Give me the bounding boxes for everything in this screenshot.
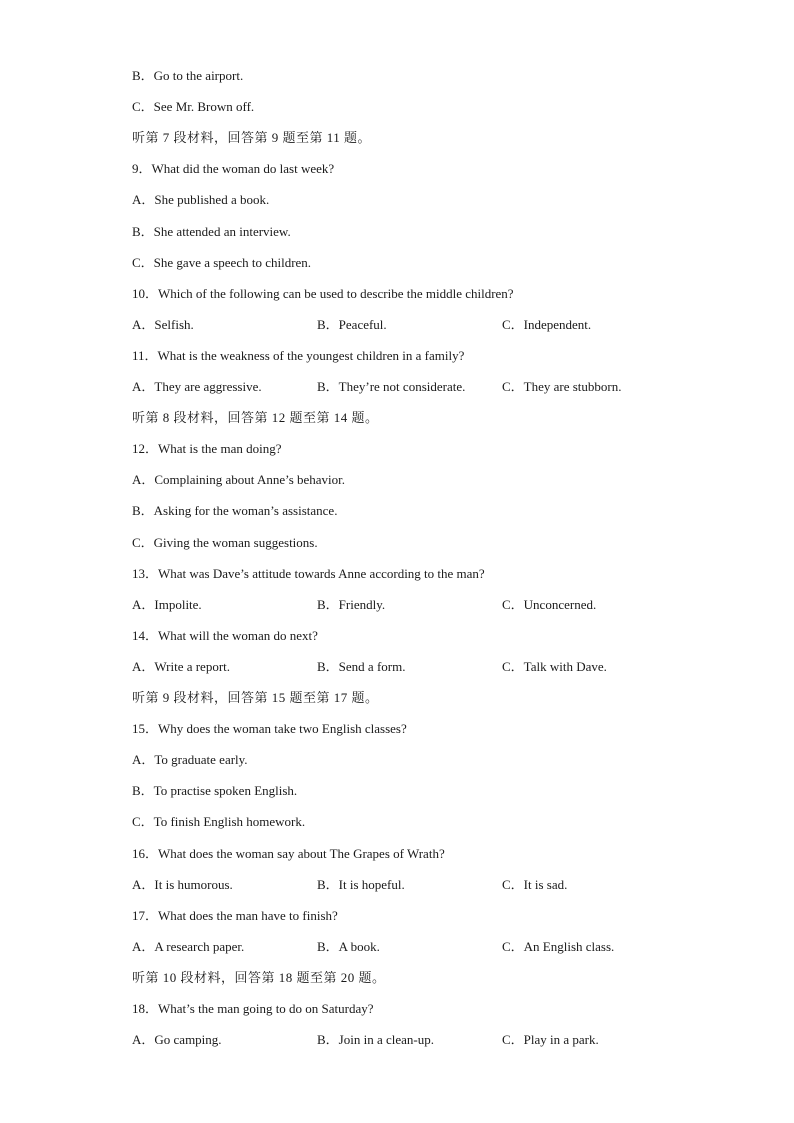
option-row	[132, 596, 692, 614]
text-line: B．She attended an interview.	[132, 223, 291, 239]
text-line: 12．What is the man doing?	[132, 441, 282, 457]
text-line: 16．What does the woman say about The Grapes of Wrath?	[132, 845, 445, 861]
section-heading: 听第 9 段材料，回答第 15 题至第 17 题。	[132, 690, 379, 705]
option-c: C．An English class.	[502, 938, 615, 954]
section-heading: 听第 10 段材料，回答第 18 题至第 20 题。	[132, 969, 386, 985]
option-b: B．They’re not considerate.	[317, 379, 466, 394]
option-c: C．Independent.	[502, 316, 592, 332]
option-a: A．A research paper.	[132, 938, 245, 954]
text-line: 13．What was Dave’s attitude towards Anne according to the man?	[132, 565, 485, 581]
option-a: A．They are aggressive.	[132, 379, 262, 394]
option-row	[132, 316, 692, 334]
section-heading: 听第 7 段材料，回答第 9 题至第 11 题。	[132, 130, 372, 146]
option-c: C．Unconcerned.	[502, 596, 597, 612]
text-line: 17．What does the man have to finish?	[132, 907, 338, 923]
text-line: A．To graduate early.	[132, 752, 248, 768]
option-row	[132, 876, 692, 894]
option-a: A．Impolite.	[132, 596, 202, 612]
option-row	[132, 378, 692, 396]
text-line: 15．Why does the woman take two English classes?	[132, 721, 407, 737]
option-a: A．Write a report.	[132, 658, 231, 674]
text-line: C．See Mr. Brown off.	[132, 99, 255, 115]
option-c: C．They are stubborn.	[502, 379, 622, 394]
option-c: C．It is sad.	[502, 876, 568, 892]
text-line: 11．What is the weakness of the youngest children in a family?	[132, 347, 465, 363]
option-c: C．Talk with Dave.	[502, 658, 607, 674]
text-line: A．Complaining about Anne’s behavior.	[132, 472, 346, 488]
text-line: C．She gave a speech to children.	[132, 254, 312, 270]
text-line: B．To practise spoken English.	[132, 783, 298, 799]
text-line: C．To finish English homework.	[132, 814, 306, 830]
text-line: A．She published a book.	[132, 192, 270, 208]
option-b: B．A book.	[317, 938, 380, 954]
text-line: B．Go to the airport.	[132, 68, 244, 83]
option-b: B．Peaceful.	[317, 316, 387, 332]
option-a: A．Selfish.	[132, 316, 194, 332]
option-a: A．Go camping.	[132, 1032, 222, 1048]
option-row	[132, 1031, 692, 1049]
option-b: B．Send a form.	[317, 658, 406, 674]
option-b: B．Join in a clean-up.	[317, 1032, 434, 1048]
text-line: B．Asking for the woman’s assistance.	[132, 503, 338, 519]
text-line: 14．What will the woman do next?	[132, 627, 318, 643]
option-b: B．It is hopeful.	[317, 876, 405, 892]
section-heading: 听第 8 段材料，回答第 12 题至第 14 题。	[132, 410, 379, 426]
option-b: B．Friendly.	[317, 596, 386, 612]
text-line: 9．What did the woman do last week?	[132, 161, 335, 177]
option-row	[132, 658, 692, 676]
text-line: C．Giving the woman suggestions.	[132, 534, 318, 550]
text-line: 18．What’s the man going to do on Saturday?	[132, 1001, 374, 1016]
option-row	[132, 938, 692, 956]
option-a: A．It is humorous.	[132, 876, 233, 892]
text-line: 10．Which of the following can be used to describe the middle children?	[132, 285, 514, 301]
option-c: C．Play in a park.	[502, 1032, 599, 1048]
